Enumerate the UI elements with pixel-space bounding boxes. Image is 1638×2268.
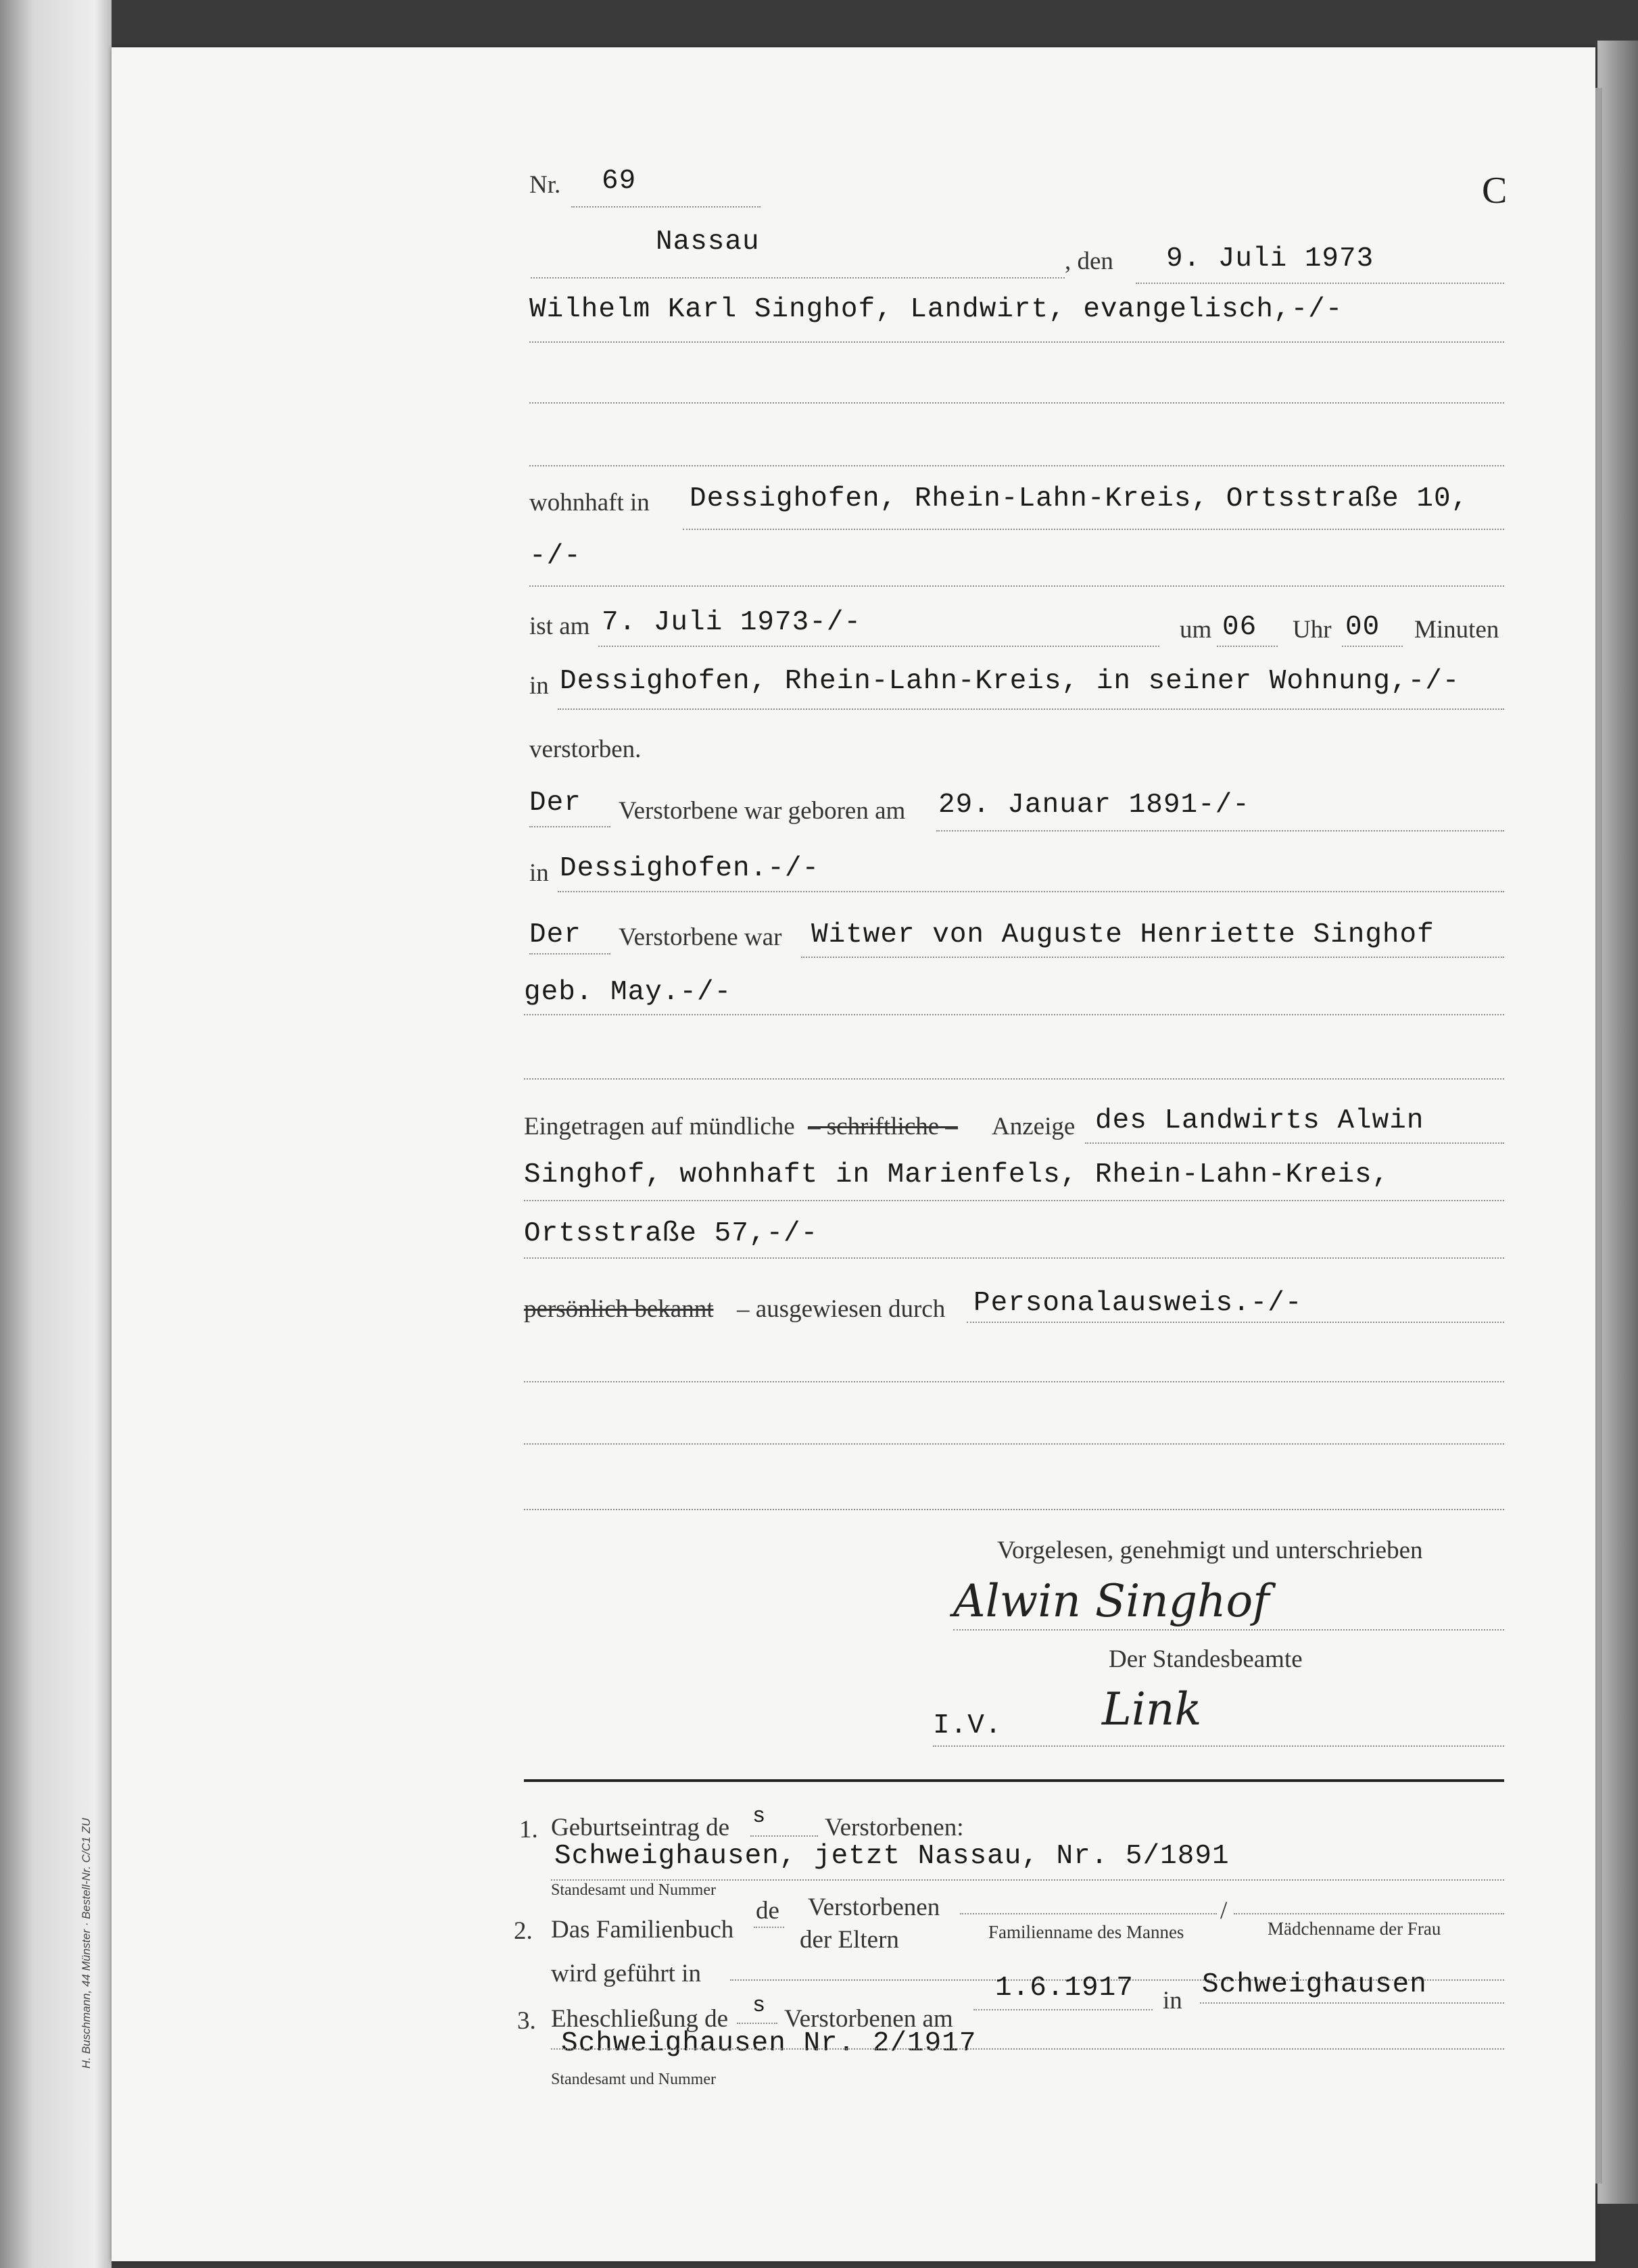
note2-option-parents: der Eltern [800,1926,899,1954]
marital-der-line [529,953,610,955]
death-date-line [598,646,1159,647]
birth-label: Verstorbene war geboren am [619,797,906,825]
note2-caption-husband: Familienname des Mannes [988,1922,1184,1942]
registrar-underline [529,341,1504,343]
minute-line [1342,646,1403,647]
date-value: 9. Juli 1973 [1166,243,1374,274]
blank-line-1 [529,402,1504,404]
iv-label: I.V. [933,1710,1003,1741]
note3-label2: Verstorbenen am [784,2005,953,2033]
note3-suffix-line [737,2023,777,2024]
note1-suffix-line [750,1835,818,1837]
uhr-label: Uhr [1293,616,1332,644]
note3-value: Schweighausen Nr. 2/1917 [561,2028,977,2059]
informant-signature: Alwin Singhof [953,1575,1270,1627]
book-left-page [0,0,112,2268]
birth-place: Dessighofen.-/- [560,853,820,884]
blank-line-5 [524,1443,1504,1445]
note3-date: 1.6.1917 [995,1973,1134,2004]
identification-struck: persönlich bekannt [524,1295,714,1323]
death-hour: 06 [1222,612,1257,643]
note2-option-deceased: Verstorbenen [808,1893,940,1921]
minuten-label: Minuten [1414,616,1499,644]
note2-husband-line [960,1913,1217,1914]
note1-value: Schweighausen, jetzt Nassau, Nr. 5/1891 [554,1841,1230,1872]
official-signature: Link [1102,1683,1202,1735]
date-line [1136,283,1504,284]
ist-am-label: ist am [529,612,590,640]
death-place: Dessighofen, Rhein-Lahn-Kreis, in seiner Wohnung,-/- [560,666,1460,697]
death-in-label: in [529,672,549,700]
marital-label: Verstorbene war [619,923,782,951]
marital-value: Witwer von Auguste Henriette Singhof [811,919,1435,950]
identification-label: – ausgewiesen durch [737,1295,946,1323]
note3-number: 3. [517,2007,536,2035]
blank-line-6 [524,1509,1504,1510]
note1-suffix: s [752,1804,767,1829]
note3-place: Schweighausen [1202,1969,1427,2000]
registration-line1-underline [1085,1142,1504,1144]
note2-caption-wife: Mädchenname der Frau [1268,1919,1441,1939]
registration-line1: des Landwirts Alwin [1095,1105,1424,1136]
identification-line [967,1322,1504,1323]
death-date: 7. Juli 1973-/- [602,607,862,638]
informant-signature-line [953,1629,1504,1631]
residence-value: Dessighofen, Rhein-Lahn-Kreis, Ortsstraße 10, [690,483,1469,514]
residence-line [683,529,1504,530]
birth-der: Der [529,788,581,819]
note3-date-line [973,2009,1153,2010]
um-label: um [1180,616,1212,644]
registration-label-struck: – schriftliche – [808,1113,958,1140]
residence-cont: -/- [529,541,581,572]
registration-label-start: Eingetragen auf mündliche [524,1113,795,1140]
note1-line [551,1879,1504,1881]
note2-wife-line [1234,1913,1504,1914]
note2-label: Das Familienbuch [551,1916,734,1944]
note2-slash: / [1220,1897,1228,1925]
registration-label-end: Anzeige [992,1113,1076,1140]
place-line [531,277,1065,279]
birth-der-line [529,826,610,827]
official-signature-line [933,1745,1504,1747]
note3-line [551,2048,1504,2050]
note3-place-line [1200,2002,1504,2004]
note3-label: Eheschließung de [551,2005,728,2033]
note1-number: 1. [519,1816,538,1843]
note1-label2: Verstorbenen: [825,1814,964,1841]
blank-line-3 [524,1078,1504,1080]
nr-line [571,206,761,208]
death-place-line [558,708,1504,710]
place-value: Nassau [656,226,760,258]
residence-line-2 [529,585,1504,587]
birth-in-label: in [529,859,549,887]
note3-suffix: s [752,1993,767,2018]
birth-date: 29. Januar 1891-/- [938,790,1250,821]
hour-line [1217,646,1278,647]
marital-der: Der [529,919,581,950]
registrar-line: Wilhelm Karl Singhof, Landwirt, evangelisch,-/- [529,294,1343,325]
birth-place-line [558,891,1504,892]
den-label: , den [1065,247,1113,275]
registration-line3: Ortsstraße 57,-/- [524,1218,819,1249]
signature-caption: Vorgelesen, genehmigt und unterschrieben [997,1537,1423,1564]
blank-line-4 [524,1381,1504,1382]
marital-cont: geb. May.-/- [524,977,732,1008]
form-letter: C [1482,170,1508,212]
note2-line2-label: wird geführt in [551,1960,701,1987]
registration-line3-underline [524,1257,1504,1259]
registration-line2-underline [524,1200,1504,1201]
death-minute: 00 [1345,612,1380,643]
residence-label: wohnhaft in [529,489,650,516]
blank-line-2 [529,465,1504,466]
marital-line [801,957,1504,958]
book-binding-right [1597,41,1638,2204]
birth-date-line [936,830,1504,831]
printer-note: H. Buschmann, 44 Münster · Bestell-Nr. C/C1 ZU [80,1818,93,2069]
notes-divider [524,1779,1504,1782]
note2-number: 2. [514,1917,533,1945]
note3-caption: Standesamt und Nummer [551,2071,716,2088]
note2-de-line [754,1927,784,1928]
nr-label: Nr. [529,171,561,199]
identification-value: Personalausweis.-/- [973,1288,1303,1319]
note3-in: in [1163,1987,1182,2014]
registration-line2: Singhof, wohnhaft in Marienfels, Rhein-Lahn-Kreis, [524,1159,1390,1190]
nr-value: 69 [602,166,637,197]
note1-caption: Standesamt und Nummer [551,1881,716,1899]
verstorben-label: verstorben. [529,735,642,763]
note1-label: Geburtseintrag de [551,1814,730,1841]
note2-de: de [756,1897,779,1925]
marital-cont-line [524,1014,1504,1015]
official-title: Der Standesbeamte [1109,1645,1303,1673]
